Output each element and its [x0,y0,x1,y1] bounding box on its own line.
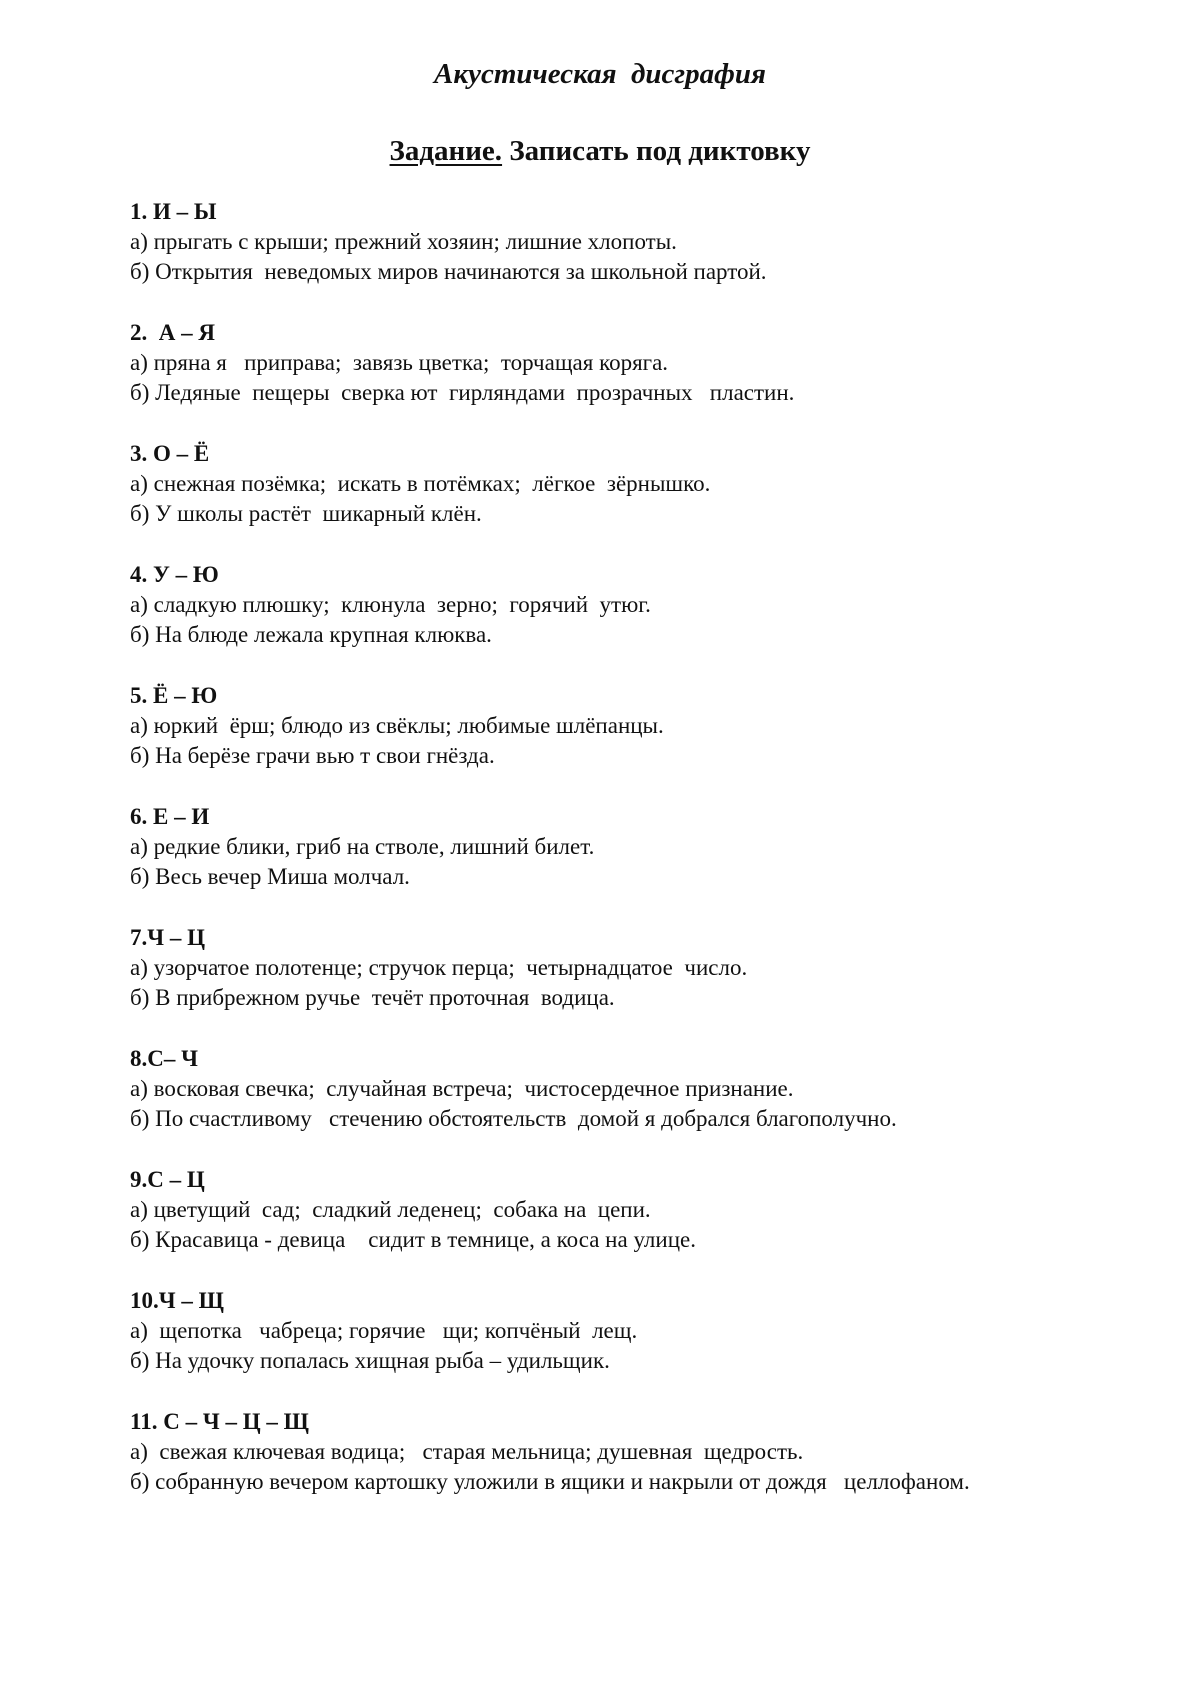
exercise-line-a: а) юркий ёрш; блюдо из свёклы; любимые шлёпанцы. [130,713,664,738]
exercise-line-b: б) собранную вечером картошку уложили в ящики и накрыли от дождя целлофаном. [130,1469,970,1494]
exercise-list [130,197,1170,1528]
exercise-line-a: а) цветущий сад; сладкий леденец; собака на цепи. [130,1197,651,1222]
task-label: Задание. [389,135,503,167]
exercise-line-a: а) узорчатое полотенце; стручок перца; четырнадцатое число. [130,955,748,980]
exercise-heading: 3. О – Ё [130,441,210,466]
exercise-line-a: а) снежная позёмка; искать в потёмках; лёгкое зёрнышко. [130,471,711,496]
exercise-heading: 10.Ч – Щ [130,1288,224,1313]
exercise-item-4 [130,560,1170,681]
exercise-item-10 [130,1286,1170,1407]
exercise-item-9 [130,1165,1170,1286]
exercise-line-b: б) На удочку попалась хищная рыба – удильщик. [130,1348,610,1373]
exercise-item-6 [130,802,1170,923]
exercise-item-1 [130,197,1170,318]
exercise-line-a: а) редкие блики, гриб на стволе, лишний билет. [130,834,595,859]
exercise-line-b: б) В прибрежном ручье течёт проточная водица. [130,985,615,1010]
document-title: Акустическая дисграфия [434,58,766,90]
exercise-item-5 [130,681,1170,802]
exercise-line-b: б) Весь вечер Миша молчал. [130,864,410,889]
exercise-item-11 [130,1407,1170,1528]
exercise-line-b: б) На берёзе грачи вью т свои гнёзда. [130,743,495,768]
exercise-line-b: б) На блюде лежала крупная клюква. [130,622,492,647]
exercise-line-a: а) восковая свечка; случайная встреча; чистосердечное признание. [130,1076,794,1101]
exercise-heading: 7.Ч – Ц [130,925,206,950]
exercise-line-b: б) У школы растёт шикарный клён. [130,501,482,526]
exercise-heading: 5. Ё – Ю [130,683,218,708]
exercise-heading: 6. Е – И [130,804,210,829]
exercise-line-b: б) Открытия неведомых миров начинаются за школьной партой. [130,259,767,284]
exercise-heading: 1. И – Ы [130,199,217,224]
exercise-item-8 [130,1044,1170,1165]
exercise-item-3 [130,439,1170,560]
exercise-line-a: а) прыгать с крыши; прежний хозяин; лишние хлопоты. [130,229,677,254]
exercise-item-2 [130,318,1170,439]
task-text: Записать под диктовку [502,135,811,167]
exercise-heading: 4. У – Ю [130,562,219,587]
exercise-heading: 8.С– Ч [130,1046,198,1071]
exercise-line-b: б) Ледяные пещеры сверка ют гирляндами прозрачных пластин. [130,380,795,405]
exercise-heading: 2. А – Я [130,320,215,345]
exercise-line-a: а) свежая ключевая водица; старая мельница; душевная щедрость. [130,1439,804,1464]
exercise-line-a: а) пряна я приправа; завязь цветка; торчащая коряга. [130,350,669,375]
task-heading [0,133,1200,169]
exercise-line-b: б) Красавица - девица сидит в темнице, а коса на улице. [130,1227,696,1252]
exercise-line-a: а) щепотка чабреца; горячие щи; копчёный лещ. [130,1318,638,1343]
exercise-line-a: а) сладкую плюшку; клюнула зерно; горячий утюг. [130,592,651,617]
exercise-heading: 9.С – Ц [130,1167,205,1192]
exercise-heading: 11. С – Ч – Ц – Щ [130,1409,309,1434]
exercise-item-7 [130,923,1170,1044]
exercise-line-b: б) По счастливому стечению обстоятельств домой я добрался благополучно. [130,1106,897,1131]
